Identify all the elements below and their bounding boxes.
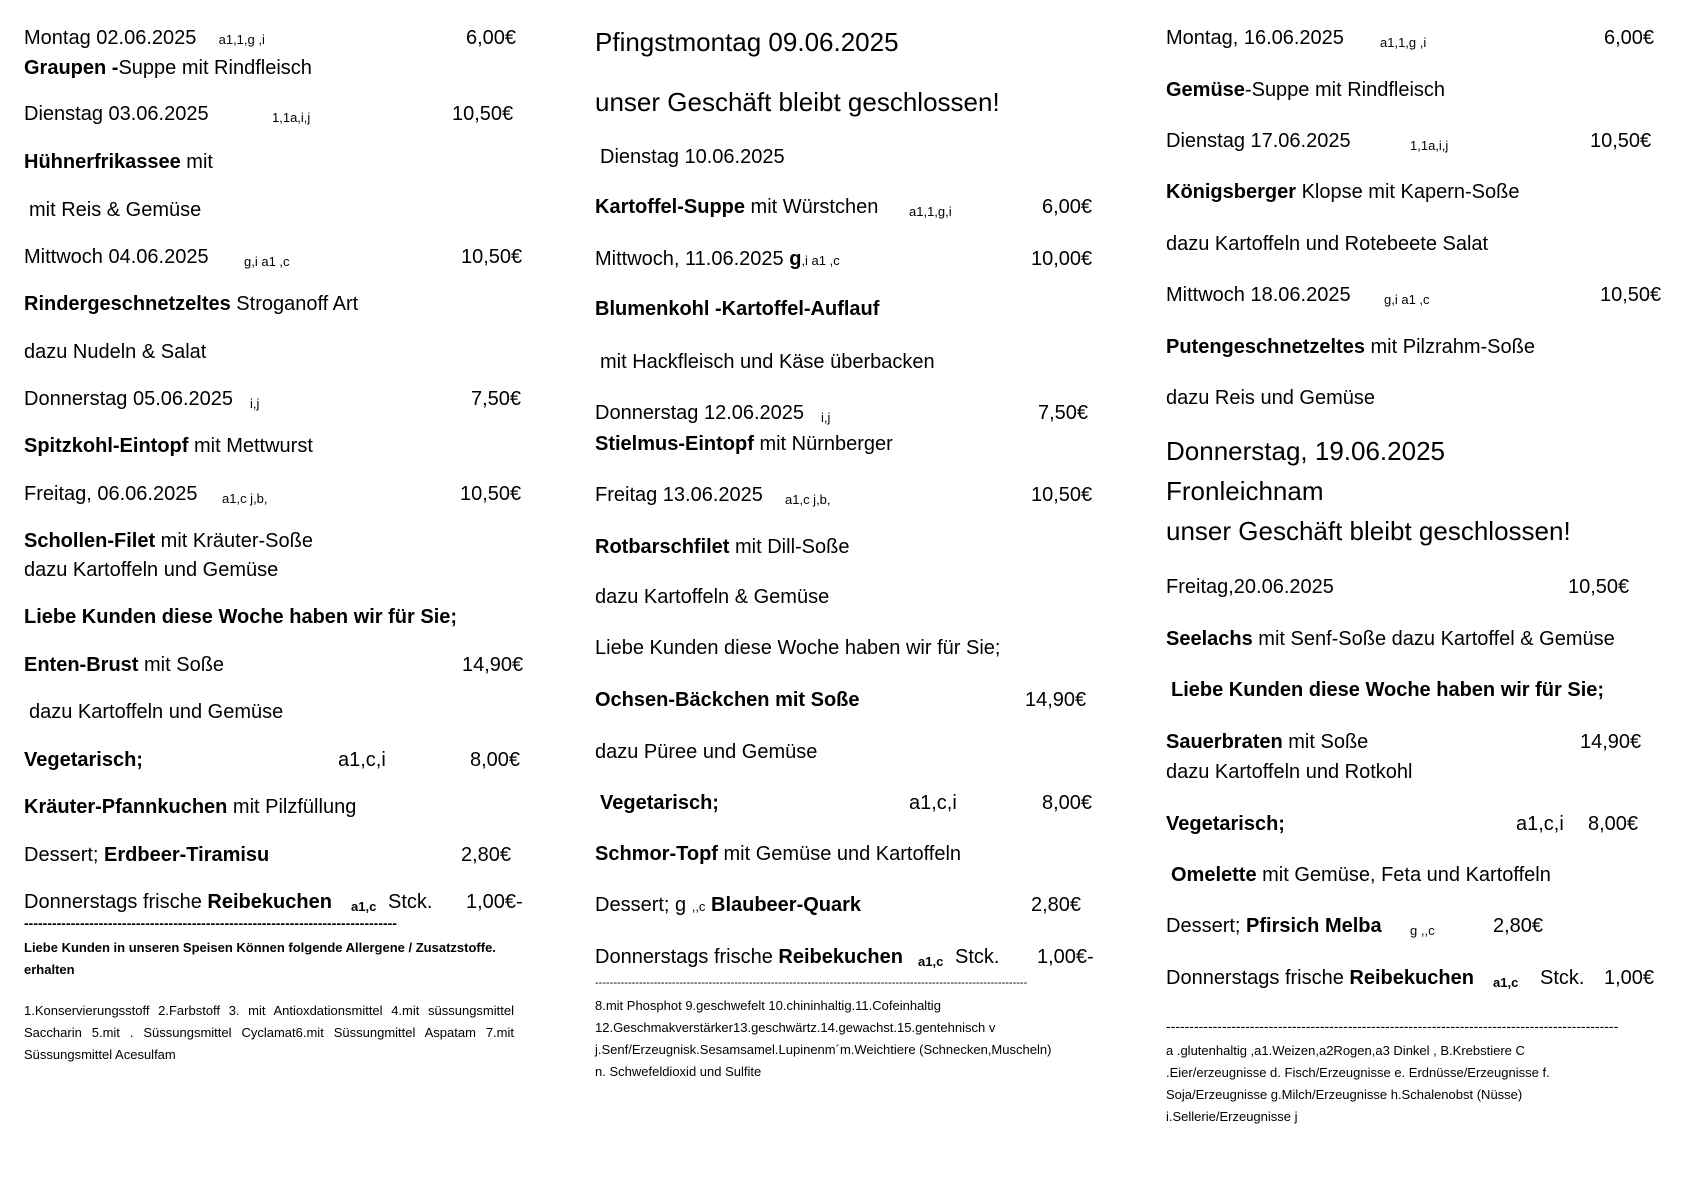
- reibekuchen-unit: Stck.: [1540, 967, 1585, 989]
- wednesday-allergens: g,i a1 ,c: [244, 254, 290, 269]
- vegetarian-price: 8,00€: [1588, 813, 1639, 835]
- special-side: dazu Püree und Gemüse: [595, 741, 818, 763]
- reibekuchen-price: 1,00€: [1604, 967, 1655, 989]
- reibekuchen-price: 1,00€-: [466, 891, 523, 913]
- reibekuchen-allergens: a1,c: [1493, 975, 1519, 990]
- holiday-title: Pfingstmontag 09.06.2025: [595, 27, 899, 57]
- special-price: 14,90€: [1580, 731, 1642, 753]
- tuesday-header: Dienstag 03.06.2025: [24, 103, 209, 125]
- monday-dish: Gemüse-Suppe mit Rindfleisch: [1166, 79, 1446, 101]
- wednesday-price: 10,50€: [461, 246, 523, 268]
- friday-price: 10,50€: [1568, 576, 1630, 598]
- allergen-note-body: 1.Konservierungsstoff 2.Farbstoff 3. mit Antioxdationsmittel 4.mit süssungsmittel Saccharin 5.mit . Süssungsmittel Cyclamat6.mit Süssungmittel Aspatam 7.mit Süssungsmittel Acesulfam: [24, 1003, 514, 1062]
- wednesday-side: mit Hackfleisch und Käse überbacken: [600, 351, 935, 373]
- tuesday-header: Dienstag 10.06.2025: [600, 146, 785, 168]
- vegetarian-price: 8,00€: [1042, 792, 1093, 814]
- wednesday-side: dazu Reis und Gemüse: [1166, 387, 1376, 409]
- divider: ----------------------------------------------------------------------------------------------------------------------: [595, 977, 1028, 989]
- allergen-note-heading: Liebe Kunden in unseren Speisen Können folgende Allergene / Zusatzstoffe. erhalten: [24, 940, 496, 977]
- vegetarian-label: Vegetarisch;: [1166, 813, 1285, 835]
- dessert: Dessert; Erdbeer-Tiramisu: [24, 844, 270, 866]
- dessert: Dessert; Pfirsich Melba: [1166, 915, 1382, 937]
- wednesday-price: 10,00€: [1031, 248, 1093, 270]
- monday-dish: Graupen -Suppe mit Rindfleisch: [24, 57, 312, 79]
- tuesday-side: dazu Kartoffeln und Rotebeete Salat: [1166, 233, 1489, 255]
- tuesday-price: 10,50€: [1590, 130, 1652, 152]
- tuesday-side: mit Reis & Gemüse: [29, 199, 202, 221]
- vegetarian-dish: Kräuter-Pfannkuchen mit Pilzfüllung: [24, 796, 357, 818]
- friday-price: 10,50€: [460, 483, 522, 505]
- thursday-allergens: i,j: [250, 396, 260, 411]
- vegetarian-allergens: a1,c,i: [909, 792, 957, 814]
- friday-allergens: a1,c j,b,: [222, 491, 268, 506]
- thursday-allergens: i,j: [821, 410, 831, 425]
- vegetarian-allergens: a1,c,i: [338, 749, 386, 771]
- vegetarian-price: 8,00€: [470, 749, 521, 771]
- wednesday-price: 10,50€: [1600, 284, 1662, 306]
- wednesday-dish: Blumenkohl -Kartoffel-Auflauf: [595, 298, 880, 320]
- thursday-dish: Stielmus-Eintopf mit Nürnberger: [595, 433, 893, 455]
- tuesday-allergens: a1,1,g,i: [909, 204, 952, 219]
- wednesday-header: Mittwoch 18.06.2025: [1166, 284, 1351, 306]
- friday-dish: Rotbarschfilet mit Dill-Soße: [595, 536, 850, 558]
- dessert: Dessert; g ,,c Blaubeer-Quark: [595, 894, 862, 916]
- tuesday-allergens: 1,1a,i,j: [272, 110, 311, 125]
- thursday-header: Donnerstag 05.06.2025: [24, 388, 234, 410]
- tuesday-header: Dienstag 17.06.2025: [1166, 130, 1351, 152]
- special-price: 14,90€: [1025, 689, 1087, 711]
- friday-dish: Schollen-Filet mit Kräuter-Soße: [24, 530, 313, 552]
- friday-side: dazu Kartoffeln und Gemüse: [24, 559, 279, 581]
- reibekuchen-unit: Stck.: [955, 946, 1000, 968]
- divider: -------------------------------------------------------------------------------------------------: [1166, 1018, 1619, 1034]
- reibekuchen-unit: Stck.: [388, 891, 433, 913]
- divider: --------------------------------------------------------------------------------: [24, 915, 397, 931]
- monday-allergens: a1,1,g ,i: [1380, 35, 1427, 50]
- thursday-header: Donnerstag, 19.06.2025: [1166, 436, 1445, 466]
- tuesday-dish: Kartoffel-Suppe mit Würstchen: [595, 196, 879, 218]
- monday-price: 6,00€: [1604, 27, 1655, 49]
- friday-header: Freitag, 06.06.2025: [24, 483, 198, 505]
- special-dish: Enten-Brust mit Soße: [24, 654, 225, 676]
- reibekuchen-allergens: a1,c: [918, 954, 944, 969]
- week-intro: Liebe Kunden diese Woche haben wir für Sie;: [24, 606, 458, 628]
- friday-header: Freitag,20.06.2025: [1166, 576, 1334, 598]
- special-side: dazu Kartoffeln und Gemüse: [29, 701, 284, 723]
- special-dish: Sauerbraten mit Soße: [1166, 731, 1369, 753]
- special-dish: Ochsen-Bäckchen mit Soße: [595, 689, 860, 711]
- vegetarian-label: Vegetarisch;: [600, 792, 719, 814]
- friday-header: Freitag 13.06.2025: [595, 484, 763, 506]
- friday-side: dazu Kartoffeln & Gemüse: [595, 586, 830, 608]
- wednesday-allergens: g,i a1 ,c: [1384, 292, 1430, 307]
- dessert-allergens: g ,,c: [1410, 923, 1435, 938]
- wednesday-side: dazu Nudeln & Salat: [24, 341, 207, 363]
- reibekuchen-line: Donnerstags frische Reibekuchen: [24, 891, 332, 913]
- week-intro: Liebe Kunden diese Woche haben wir für Sie;: [1171, 679, 1605, 701]
- dessert-price: 2,80€: [1031, 894, 1082, 916]
- tuesday-dish: Königsberger Klopse mit Kapern-Soße: [1166, 181, 1520, 203]
- friday-allergens: a1,c j,b,: [785, 492, 831, 507]
- closed-notice: unser Geschäft bleibt geschlossen!: [1166, 516, 1571, 546]
- wednesday-header: Mittwoch 04.06.2025: [24, 246, 209, 268]
- monday-header: Montag, 16.06.2025: [1166, 27, 1344, 49]
- tuesday-allergens: 1,1a,i,j: [1410, 138, 1449, 153]
- reibekuchen-price: 1,00€-: [1037, 946, 1094, 968]
- special-side: dazu Kartoffeln und Rotkohl: [1166, 761, 1413, 783]
- vegetarian-dish: Schmor-Topf mit Gemüse und Kartoffeln: [595, 843, 962, 865]
- closed-notice: unser Geschäft bleibt geschlossen!: [595, 87, 1000, 117]
- vegetarian-allergens: a1,c,i: [1516, 813, 1564, 835]
- vegetarian-dish: Omelette mit Gemüse, Feta und Kartoffeln: [1171, 864, 1551, 886]
- monday-header: Montag 02.06.2025 a1,1,g ,i: [24, 27, 265, 49]
- thursday-dish: Spitzkohl-Eintopf mit Mettwurst: [24, 435, 313, 457]
- allergen-note-body: a .glutenhaltig ,a1.Weizen,a2Rogen,a3 Dinkel , B.Krebstiere C .Eier/erzeugnisse d. Fisch/Erzeugnisse e. Erdnüsse/Erzeugnisse f. Soja/Erzeugnisse g.Milch/Erzeugnisse h.Schalenobst (Nüsse) i.Sellerie/Erzeugnisse j: [1166, 1043, 1550, 1124]
- thursday-price: 7,50€: [471, 388, 522, 410]
- week-intro: Liebe Kunden diese Woche haben wir für Sie;: [595, 637, 1001, 659]
- wednesday-header: Mittwoch, 11.06.2025 g,i a1 ,c: [595, 248, 840, 270]
- special-price: 14,90€: [462, 654, 524, 676]
- vegetarian-label: Vegetarisch;: [24, 749, 143, 771]
- monday-price: 6,00€: [466, 27, 517, 49]
- reibekuchen-line: Donnerstags frische Reibekuchen: [1166, 967, 1474, 989]
- reibekuchen-line: Donnerstags frische Reibekuchen: [595, 946, 903, 968]
- dessert-price: 2,80€: [1493, 915, 1544, 937]
- friday-dish: Seelachs mit Senf-Soße dazu Kartoffel & Gemüse: [1166, 628, 1615, 650]
- tuesday-dish: Hühnerfrikassee mit: [24, 151, 213, 173]
- thursday-holiday: Fronleichnam: [1166, 476, 1324, 506]
- reibekuchen-allergens: a1,c: [351, 899, 377, 914]
- friday-price: 10,50€: [1031, 484, 1093, 506]
- thursday-header: Donnerstag 12.06.2025: [595, 402, 805, 424]
- wednesday-dish: Rindergeschnetzeltes Stroganoff Art: [24, 293, 359, 315]
- dessert-price: 2,80€: [461, 844, 512, 866]
- wednesday-dish: Putengeschnetzeltes mit Pilzrahm-Soße: [1166, 336, 1535, 358]
- tuesday-price: 6,00€: [1042, 196, 1093, 218]
- thursday-price: 7,50€: [1038, 402, 1089, 424]
- allergen-note-body: 8.mit Phosphot 9.geschwefelt 10.chininhaltig.11.Cofeinhaltig 12.Geschmakverstärker13.geschwärtz.14.gewachst.15.gentehnisch v j.Senf/Erzeugnisk.Sesamsamel.Lupinenm´m.Weichtiere (Schnecken,Muscheln) n. Schwefeldioxid und Sulfite: [595, 998, 1052, 1079]
- tuesday-price: 10,50€: [452, 103, 514, 125]
